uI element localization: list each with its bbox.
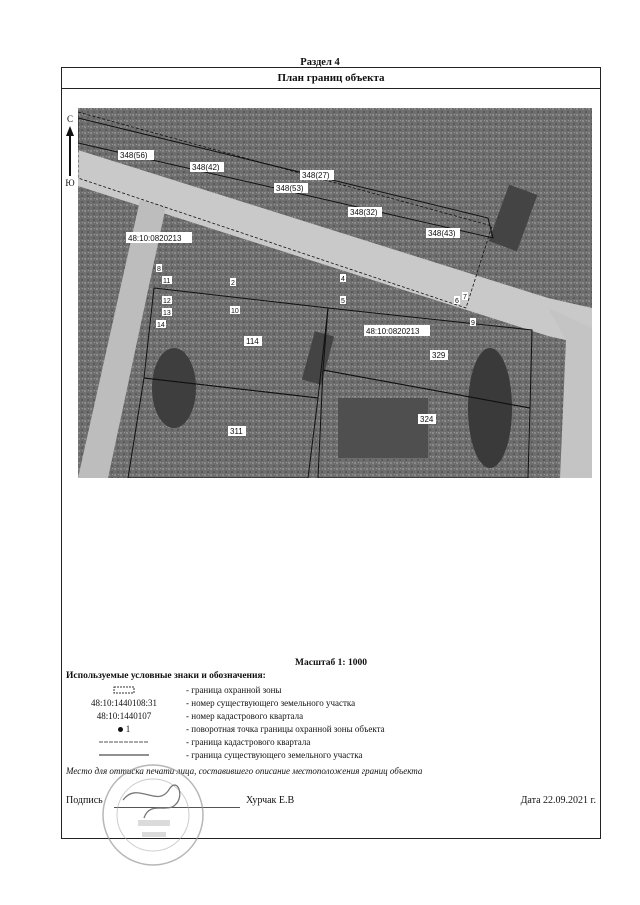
building-dark-left (152, 348, 196, 428)
legend-item-quarter-boundary (66, 736, 586, 748)
legend-desc: - граница кадастрового квартала (186, 737, 311, 747)
legend-zone-symbol-icon (66, 684, 182, 696)
map-aerial-image[interactable] (78, 108, 592, 478)
signature-date: Дата 22.09.2021 г. (520, 795, 596, 806)
map-label-p2: 348(42) (192, 163, 220, 172)
point-label-8: 5 (341, 298, 345, 305)
map-label-quarter-left: 48:10:0820213 (128, 234, 182, 243)
legend-desc: - номер кадастрового квартала (186, 711, 304, 721)
legend-point-symbol: 1 (66, 723, 182, 735)
legend-item-quarter-number (66, 710, 586, 722)
vegetation-patch (338, 398, 428, 458)
building-dark-right (468, 348, 512, 468)
legend-desc: - граница охранной зоны (186, 685, 282, 695)
point-label-11: 9 (471, 320, 475, 327)
point-label-10: 7 (463, 294, 467, 301)
point-label-0: 8 (157, 266, 161, 273)
map-label-p7: 114 (246, 337, 259, 346)
point-label-2: 12 (163, 298, 171, 305)
signature-label: Подпись (66, 795, 103, 806)
signer-name: Хурчак Е.В (246, 795, 295, 806)
legend-symbol-text: 48:10:1440108:31 (90, 698, 157, 708)
handwritten-signature-icon (123, 785, 180, 818)
legend-desc: - граница существующего земельного участка (186, 750, 363, 760)
compass (64, 114, 76, 190)
compass-arrow-icon (66, 126, 74, 178)
legend-symbol-text: 48:10:1440107 (96, 711, 152, 721)
map-label-p4: 348(27) (302, 171, 330, 180)
map-label-p1: 348(56) (120, 151, 148, 160)
compass-north-label: С (66, 114, 73, 124)
plan-title: План границ объекта (61, 67, 601, 89)
map-label-p3: 348(53) (276, 184, 304, 193)
section-title: Раздел 4 (300, 57, 340, 68)
seal-stamp-icon (98, 760, 208, 870)
map-label-quarter-right: 48:10:0820213 (366, 327, 420, 336)
map-label-p6: 348(43) (428, 229, 456, 238)
compass-south-label: Ю (65, 178, 75, 188)
point-label-7: 4 (341, 276, 345, 283)
legend-item-parcel-number (66, 697, 586, 709)
map-label-p5: 348(32) (350, 208, 378, 217)
point-label-3: 13 (163, 310, 171, 317)
map-svg (78, 108, 592, 478)
point-label-6: 10 (231, 308, 239, 315)
point-label-1: 11 (163, 278, 171, 285)
map-label-p9: 329 (432, 351, 446, 360)
legend-title: Используемые условные знаки и обозначения: (66, 671, 266, 681)
legend-item-turning-point (66, 723, 586, 735)
map-label-p8: 311 (230, 427, 243, 436)
point-label-5: 2 (231, 280, 235, 287)
legend-desc: - номер существующего земельного участка (186, 698, 356, 708)
point-label-9: 6 (455, 298, 459, 305)
map-scale: Масштаб 1: 1000 (295, 658, 367, 668)
point-label-4: 14 (157, 322, 165, 329)
stamp-place-note: Место для оттиска печати лица, составившего описание местоположения границ объекта (66, 766, 423, 776)
legend-quarter-line-icon (66, 736, 182, 748)
legend-item-protection-zone (66, 684, 586, 696)
legend-desc: - поворотная точка границы охранной зоны объекта (186, 724, 385, 734)
map-label-p10: 324 (420, 415, 434, 424)
dot-icon (118, 727, 123, 732)
